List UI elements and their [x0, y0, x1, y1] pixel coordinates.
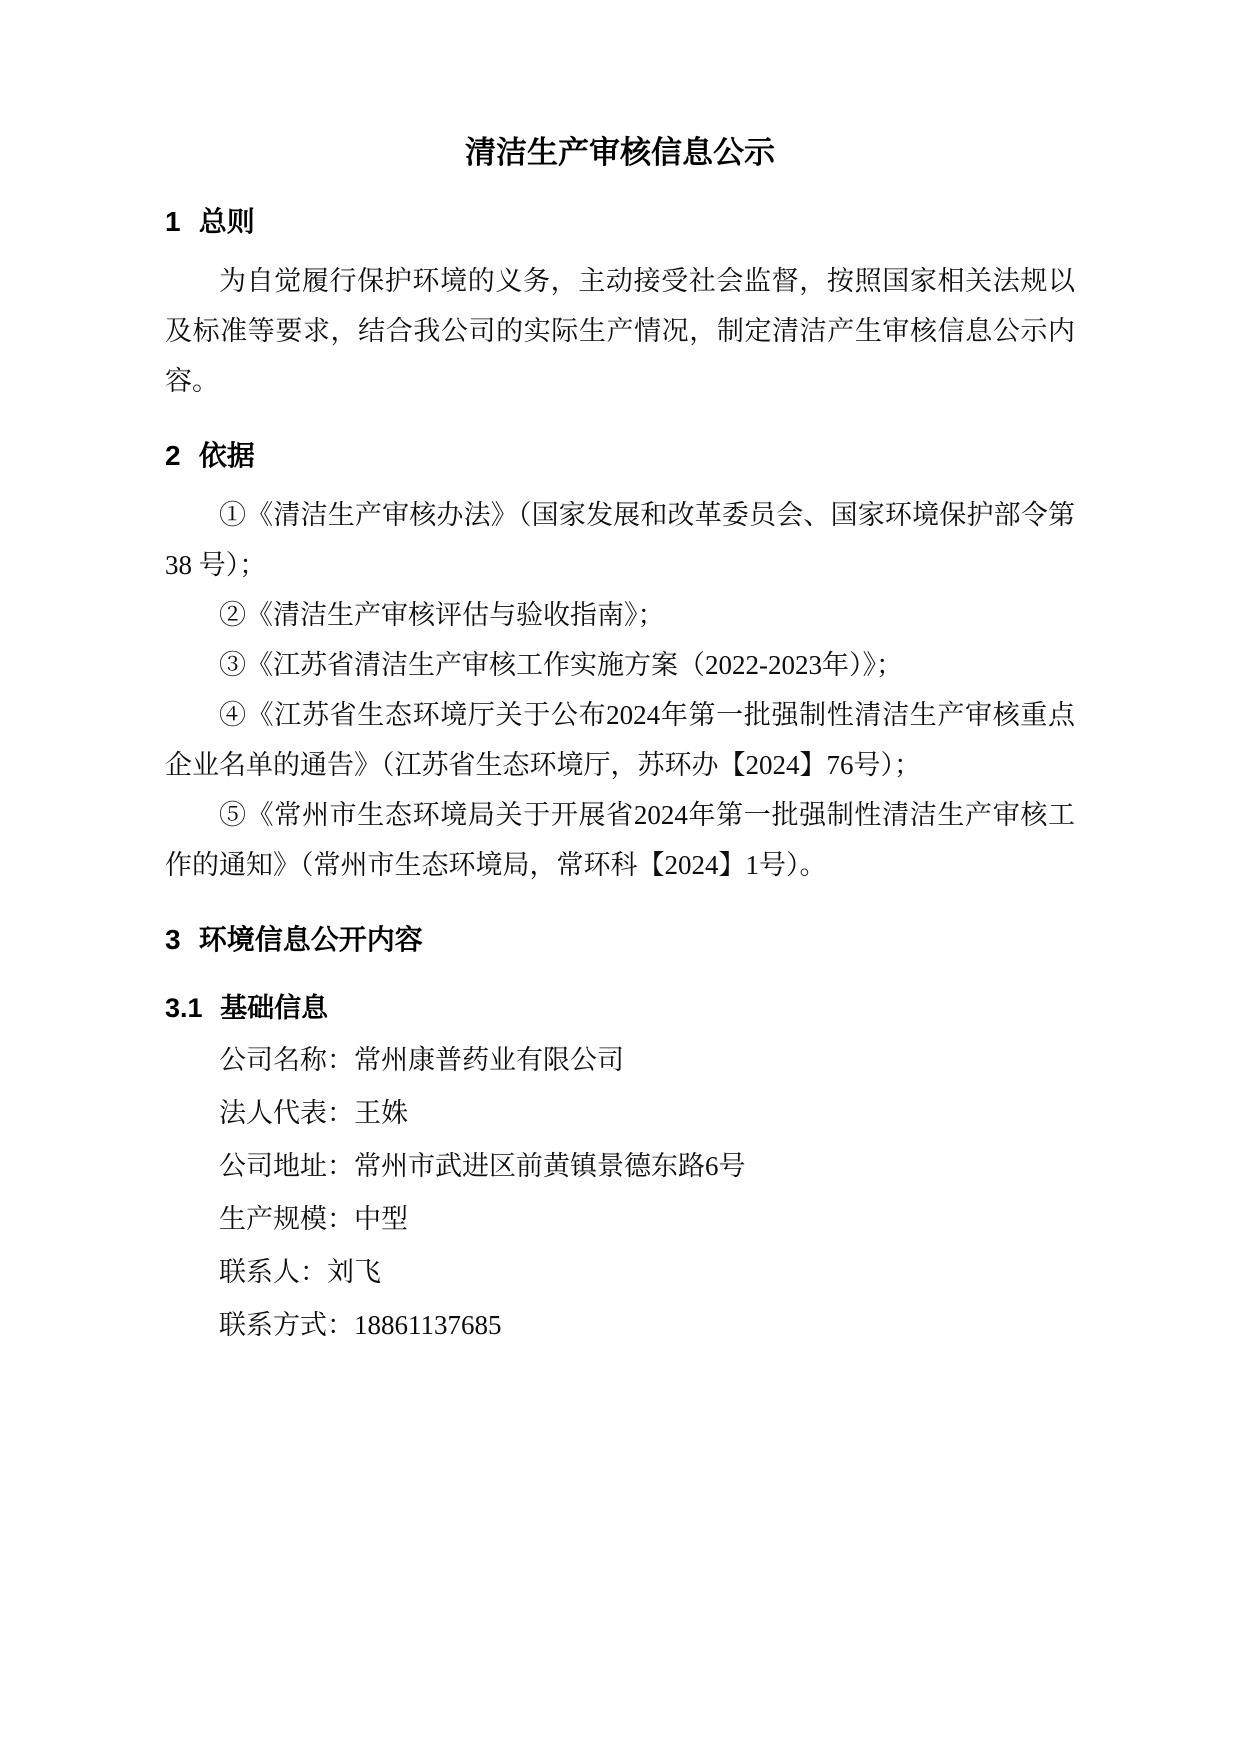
basis-item-2: ②《清洁生产审核评估与验收指南》； — [219, 600, 665, 630]
field-label: 法人代表： — [219, 1098, 354, 1128]
field-label: 公司地址： — [219, 1151, 354, 1181]
field-label: 联系方式： — [219, 1310, 354, 1340]
field-value: 常州市武进区前黄镇景德东路6号 — [354, 1151, 746, 1181]
subsection-3-1-label: 基础信息 — [220, 993, 329, 1023]
page-title: 清洁生产审核信息公示 — [465, 135, 775, 170]
basis-item-1: ①《清洁生产审核办法》（国家发展和改革委员会、国家环境保护部令第 38 号）； — [165, 500, 1075, 580]
field-legal-representative — [165, 1087, 1075, 1140]
section-3-heading — [165, 920, 1075, 960]
section-2-number: 2 — [165, 440, 181, 471]
basis-item-3: ③《江苏省清洁生产审核工作实施方案（2022-2023年）》； — [219, 650, 903, 680]
field-value: 王姝 — [354, 1098, 408, 1128]
field-label: 生产规模： — [219, 1204, 354, 1234]
section-2-heading — [165, 436, 1075, 476]
field-value: 18861137685 — [354, 1310, 502, 1340]
section-3-number: 3 — [165, 924, 181, 955]
section-1-heading — [165, 202, 1075, 242]
basis-item-5: ⑤《常州市生态环境局关于开展省2024年第一批强制性清洁生产审核工作的通知》（常州市生态环境局，常环科【2024】1号）。 — [165, 800, 1075, 880]
field-value: 刘飞 — [327, 1257, 381, 1287]
section-1-paragraph: 为自觉履行保护环境的义务，主动接受社会监督，按照国家相关法规以及标准等要求，结合我公司的实际生产情况，制定清洁产生审核信息公示内容。 — [165, 266, 1075, 396]
field-contact-phone — [165, 1299, 1075, 1352]
field-label: 联系人： — [219, 1257, 327, 1287]
section-2-label: 依据 — [198, 440, 255, 471]
field-company-name — [165, 1034, 1075, 1087]
basis-item-4: ④《江苏省生态环境厅关于公布2024年第一批强制性清洁生产审核重点企业名单的通告》（江苏省生态环境厅，苏环办【2024】76号）； — [165, 700, 1075, 780]
field-value: 常州康普药业有限公司 — [354, 1045, 624, 1075]
field-production-scale — [165, 1193, 1075, 1246]
field-value: 中型 — [354, 1204, 408, 1234]
field-contact-person — [165, 1246, 1075, 1299]
field-label: 公司名称： — [219, 1045, 354, 1075]
section-1-number: 1 — [165, 206, 181, 237]
field-company-address — [165, 1140, 1075, 1193]
subsection-3-1-heading — [165, 988, 1075, 1028]
subsection-3-1-number: 3.1 — [165, 993, 203, 1023]
section-3-label: 环境信息公开内容 — [198, 924, 423, 955]
section-1-label: 总则 — [198, 206, 255, 237]
